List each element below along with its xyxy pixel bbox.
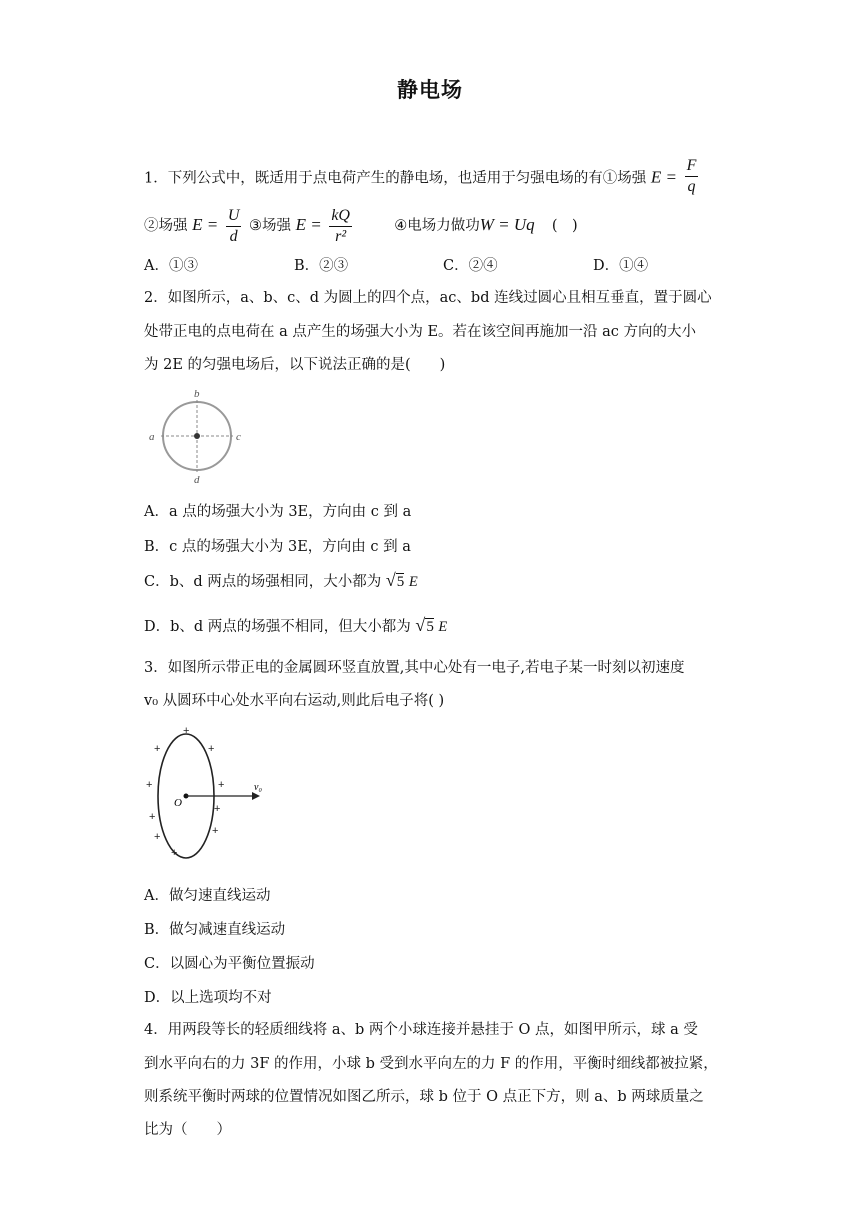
q2-option-d-sqrt: √5 [415,615,434,635]
q1-f2-denominator: d [229,227,238,245]
q1-formula1-fraction [685,156,699,197]
q2-option-b[interactable]: B．c 点的场强大小为 3E，方向由 c 到 a [144,539,411,555]
q3-plus-sign: + [146,779,153,791]
q2-label-c: c [236,431,241,443]
q3-option-d[interactable]: D．以上选项均不对 [144,990,272,1006]
q2-label-b: b [194,388,200,400]
q2-label-d: d [194,474,200,486]
q1-option-a[interactable]: A．①③ [144,258,198,274]
q2-line3: 为 2E 的匀强电场后，以下说法正确的是( ) [144,357,446,373]
q2-option-c-unit: E [408,574,418,590]
q4-line1: 4．用两段等长的轻质细线将 a、b 两个小球连接并悬挂于 O 点，如图甲所示，球 a 受 [144,1022,698,1038]
page-title: 静电场 [397,78,463,102]
q2-line1: 2．如图所示，a、b、c、d 为圆上的四个点，ac、bd 连线过圆心且相互垂直，置于圆心 [144,290,712,306]
q2-option-c-sqrt: √5 [385,570,405,590]
q4-line3: 则系统平衡时两球的位置情况如图乙所示，球 b 位于 O 点正下方，则 a、b 两球质量之 [144,1089,704,1105]
q3-line1: 3．如图所示带正电的金属圆环竖直放置,其中心处有一电子,若电子某一时刻以初速度 [144,660,685,676]
q2-option-d-unit: E [438,619,448,635]
q3-option-a[interactable]: A．做匀速直线运动 [144,888,271,904]
q3-option-c[interactable]: C．以圆心为平衡位置振动 [144,956,315,972]
q3-plus-sign: + [154,743,161,755]
q3-plus-sign: + [149,811,156,823]
q2-option-d-radicand: 5 [426,619,434,635]
q2-option-a[interactable]: A．a 点的场强大小为 3E，方向由 c 到 a [144,504,412,520]
q1-f1-numerator: F [685,156,699,177]
q1-f3-numerator: kQ [329,206,352,227]
q2-option-c-text: C．b、d 两点的场强相同，大小都为 [144,574,382,590]
q3-velocity-arrowhead [252,792,260,800]
q1-option-b[interactable]: B．②③ [294,258,349,274]
q3-plus-sign: + [214,803,221,815]
q1-option-c[interactable]: C．②④ [443,258,498,274]
q3-plus-sign: + [212,825,219,837]
q1-f3-denominator: r² [335,227,347,245]
q3-plus-sign: + [218,779,225,791]
q1-line2 [144,204,578,247]
q3-label-v0: v₀ [254,782,262,793]
q1-option-d[interactable]: D．①④ [593,258,649,274]
q3-line2: v₀ 从圆环中心处水平向右运动,则此后电子将( ) [144,693,445,709]
q3-plus-sign: + [208,743,215,755]
q2-option-d-text: D．b、d 两点的场强不相同，但大小都为 [144,619,411,635]
q1-item4: ④电场力做功 [394,218,480,234]
q1-formula2-fraction [226,206,242,247]
q1-stem: 1．下列公式中，既适用于点电荷产生的静电场，也适用于匀强电场的有①场强 [144,170,647,187]
q2-label-a: a [149,431,155,443]
q2-circle-figure [144,386,248,486]
q1-line1 [144,158,701,199]
q1-formula3-fraction [329,206,352,247]
q1-item3: ③场强 [249,218,291,234]
q4-line2: 到水平向右的力 3F 的作用，小球 b 受到水平向左的力 F 的作用，平衡时细线都被拉紧， [144,1056,718,1072]
q2-option-c[interactable] [144,570,418,591]
q1-item2: ②场强 [144,218,188,234]
q1-formula2-lhs: E = [192,215,219,234]
q2-option-d[interactable] [144,615,447,636]
q1-blank: ( ) [551,218,578,234]
q3-option-b[interactable]: B．做匀减速直线运动 [144,922,286,938]
q3-plus-sign: + [154,831,161,843]
q2-center-charge [194,433,200,439]
q3-ring-figure [140,722,270,862]
q3-plus-sign: + [183,725,190,737]
q2-option-c-radicand: 5 [396,574,405,590]
q1-formula4: W = Uq [479,215,535,234]
q3-plus-sign: + [171,847,178,859]
q2-line2: 处带正电的点电荷在 a 点产生的场强大小为 E。若在该空间再施加一沿 ac 方向的大小 [144,324,697,340]
q4-line4: 比为（ ） [144,1122,231,1138]
q1-f1-denominator: q [687,178,696,195]
q3-label-o: O [174,797,182,809]
q1-f2-numerator: U [226,206,242,227]
q1-formula3-lhs: E = [295,215,322,234]
q1-formula1-lhs: E = [650,167,677,187]
